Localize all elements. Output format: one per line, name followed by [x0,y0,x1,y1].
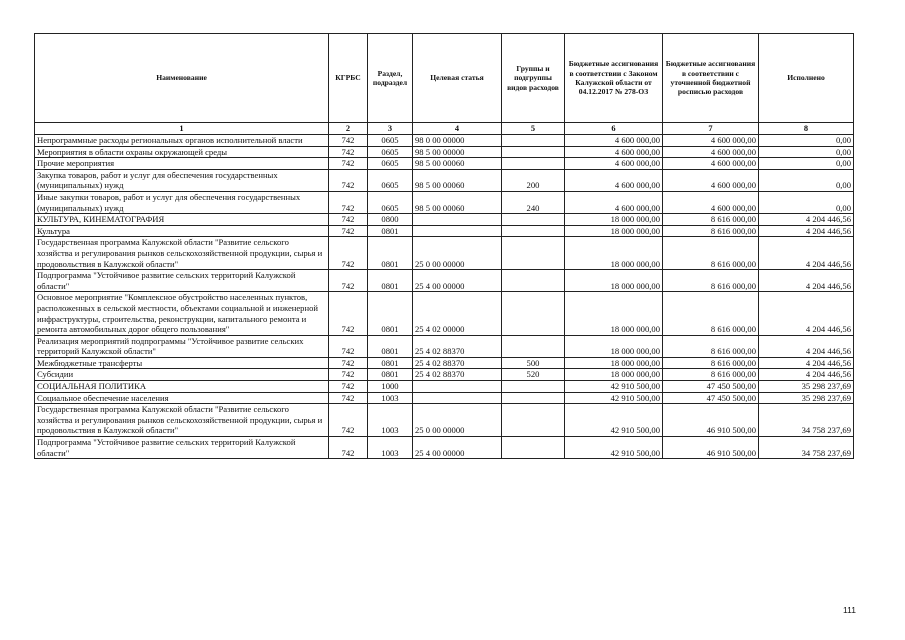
row-executed: 34 758 237,69 [759,437,854,459]
row-razdel: 0801 [368,237,413,270]
row-kgrbs: 742 [329,292,368,335]
row-razdel: 0605 [368,169,413,191]
row-refined-allocation: 4 600 000,00 [663,135,759,147]
row-law-allocation: 4 600 000,00 [565,135,663,147]
row-refined-allocation: 8 616 000,00 [663,292,759,335]
row-target-article: 25 4 00 00000 [413,437,502,459]
column-number: 2 [329,123,368,135]
row-razdel: 1003 [368,404,413,437]
row-refined-allocation: 46 910 500,00 [663,437,759,459]
row-law-allocation: 18 000 000,00 [565,292,663,335]
row-target-article: 98 0 00 00000 [413,135,502,147]
row-law-allocation: 18 000 000,00 [565,225,663,237]
row-kgrbs: 742 [329,225,368,237]
row-kgrbs: 742 [329,437,368,459]
row-executed: 4 204 446,56 [759,214,854,226]
row-law-allocation: 18 000 000,00 [565,270,663,292]
table-row [35,146,854,158]
row-name: Реализация мероприятий подпрограммы "Устойчивое развитие сельских территорий Калужской области" [35,335,329,357]
row-refined-allocation: 4 600 000,00 [663,146,759,158]
row-expense-group [502,404,565,437]
row-razdel: 0801 [368,292,413,335]
row-executed: 4 204 446,56 [759,225,854,237]
column-number: 1 [35,123,329,135]
row-target-article: 25 0 00 00000 [413,237,502,270]
row-expense-group [502,270,565,292]
row-expense-group [502,158,565,170]
table-row [35,270,854,292]
row-target-article: 98 5 00 00060 [413,158,502,170]
row-expense-group [502,225,565,237]
table-row [35,369,854,381]
column-number: 5 [502,123,565,135]
row-law-allocation: 4 600 000,00 [565,146,663,158]
row-kgrbs: 742 [329,135,368,147]
table-row [35,169,854,191]
header-refined-allocations: Бюджетные ассигнования в соответствии с уточненной бюджетной росписью расходов [663,34,759,123]
table-row [35,191,854,213]
column-number: 6 [565,123,663,135]
row-refined-allocation: 8 616 000,00 [663,369,759,381]
row-expense-group: 200 [502,169,565,191]
row-razdel: 1000 [368,381,413,393]
row-name: Прочие мероприятия [35,158,329,170]
row-target-article: 25 4 02 88370 [413,357,502,369]
page-number: 111 [843,605,856,615]
row-expense-group: 520 [502,369,565,381]
row-law-allocation: 18 000 000,00 [565,369,663,381]
row-target-article: 25 4 02 88370 [413,369,502,381]
row-law-allocation: 18 000 000,00 [565,335,663,357]
row-law-allocation: 4 600 000,00 [565,169,663,191]
row-law-allocation: 42 910 500,00 [565,392,663,404]
table-row [35,214,854,226]
row-razdel: 1003 [368,392,413,404]
row-refined-allocation: 8 616 000,00 [663,357,759,369]
row-refined-allocation: 8 616 000,00 [663,270,759,292]
row-kgrbs: 742 [329,214,368,226]
row-expense-group [502,292,565,335]
row-expense-group [502,214,565,226]
row-executed: 34 758 237,69 [759,404,854,437]
row-name: Межбюджетные трансферты [35,357,329,369]
row-razdel: 0801 [368,335,413,357]
row-executed: 4 204 446,56 [759,237,854,270]
row-executed: 0,00 [759,146,854,158]
row-name: Непрограммные расходы региональных органов исполнительной власти [35,135,329,147]
row-executed: 4 204 446,56 [759,292,854,335]
row-kgrbs: 742 [329,381,368,393]
row-law-allocation: 42 910 500,00 [565,404,663,437]
row-kgrbs: 742 [329,357,368,369]
row-target-article: 98 5 00 00000 [413,146,502,158]
header-executed: Исполнено [759,34,854,123]
row-target-article [413,214,502,226]
row-razdel: 0605 [368,158,413,170]
header-target-article: Целевая статья [413,34,502,123]
row-expense-group: 500 [502,357,565,369]
row-razdel: 0605 [368,135,413,147]
header-law-allocations: Бюджетные ассигнования в соответствии с Законом Калужской области от 04.12.2017 № 278-ОЗ [565,34,663,123]
row-expense-group [502,381,565,393]
row-name: Подпрограмма "Устойчивое развитие сельских территорий Калужской области" [35,437,329,459]
row-expense-group [502,335,565,357]
table-row [35,225,854,237]
row-executed: 4 204 446,56 [759,357,854,369]
row-expense-group [502,392,565,404]
row-refined-allocation: 4 600 000,00 [663,169,759,191]
row-razdel: 0801 [368,225,413,237]
row-name: СОЦИАЛЬНАЯ ПОЛИТИКА [35,381,329,393]
row-executed: 4 204 446,56 [759,369,854,381]
row-executed: 4 204 446,56 [759,335,854,357]
header-row [35,34,854,123]
row-razdel: 0605 [368,146,413,158]
row-refined-allocation: 46 910 500,00 [663,404,759,437]
row-target-article: 25 4 02 00000 [413,292,502,335]
row-target-article [413,225,502,237]
column-number: 4 [413,123,502,135]
row-kgrbs: 742 [329,270,368,292]
table-row [35,404,854,437]
row-kgrbs: 742 [329,158,368,170]
table-body [35,135,854,459]
table-row [35,437,854,459]
row-law-allocation: 42 910 500,00 [565,437,663,459]
header-kgrbs: КГРБС [329,34,368,123]
row-razdel: 0801 [368,270,413,292]
row-executed: 35 298 237,69 [759,381,854,393]
row-razdel: 0605 [368,191,413,213]
row-executed: 0,00 [759,169,854,191]
header-name: Наименование [35,34,329,123]
row-executed: 0,00 [759,135,854,147]
column-number-row [35,123,854,135]
row-kgrbs: 742 [329,191,368,213]
row-name: Основное мероприятие "Комплексное обустройство населенных пунктов, расположенных в сельской местности, объектами социальной и инженерной инфраструктуры, строительства, реконструкции, капитального ремонта и ремонта автомобильных дорог общего пользования" [35,292,329,335]
row-kgrbs: 742 [329,369,368,381]
row-razdel: 0800 [368,214,413,226]
row-name: Социальное обеспечение населения [35,392,329,404]
row-kgrbs: 742 [329,335,368,357]
header-expense-group: Группы и подгруппы видов расходов [502,34,565,123]
row-target-article: 25 4 00 00000 [413,270,502,292]
row-refined-allocation: 47 450 500,00 [663,381,759,393]
row-target-article [413,392,502,404]
row-kgrbs: 742 [329,237,368,270]
table-row [35,158,854,170]
row-executed: 35 298 237,69 [759,392,854,404]
row-expense-group: 240 [502,191,565,213]
row-refined-allocation: 8 616 000,00 [663,335,759,357]
row-kgrbs: 742 [329,392,368,404]
row-law-allocation: 18 000 000,00 [565,214,663,226]
row-name: КУЛЬТУРА, КИНЕМАТОГРАФИЯ [35,214,329,226]
row-target-article [413,381,502,393]
row-refined-allocation: 8 616 000,00 [663,214,759,226]
table-row [35,135,854,147]
table-row [35,357,854,369]
row-target-article: 98 5 00 00060 [413,191,502,213]
row-refined-allocation: 8 616 000,00 [663,225,759,237]
row-law-allocation: 18 000 000,00 [565,237,663,270]
budget-table [34,33,854,459]
row-razdel: 0801 [368,357,413,369]
row-kgrbs: 742 [329,404,368,437]
row-name: Субсидии [35,369,329,381]
row-executed: 0,00 [759,158,854,170]
row-name: Иные закупки товаров, работ и услуг для обеспечения государственных (муниципальных) нужд [35,191,329,213]
header-razdel: Раздел, подраздел [368,34,413,123]
row-expense-group [502,146,565,158]
row-name: Мероприятия в области охраны окружающей среды [35,146,329,158]
row-name: Закупка товаров, работ и услуг для обеспечения государственных (муниципальных) нужд [35,169,329,191]
row-law-allocation: 4 600 000,00 [565,191,663,213]
row-target-article: 25 4 02 88370 [413,335,502,357]
row-law-allocation: 4 600 000,00 [565,158,663,170]
row-kgrbs: 742 [329,146,368,158]
table-row [35,392,854,404]
row-executed: 0,00 [759,191,854,213]
row-target-article: 98 5 00 00060 [413,169,502,191]
column-number: 3 [368,123,413,135]
row-refined-allocation: 47 450 500,00 [663,392,759,404]
row-expense-group [502,135,565,147]
row-target-article: 25 0 00 00000 [413,404,502,437]
row-kgrbs: 742 [329,169,368,191]
row-razdel: 1003 [368,437,413,459]
row-executed: 4 204 446,56 [759,270,854,292]
table-row [35,292,854,335]
column-number: 8 [759,123,854,135]
row-expense-group [502,237,565,270]
table-row [35,237,854,270]
row-refined-allocation: 4 600 000,00 [663,158,759,170]
row-name: Государственная программа Калужской области "Развитие сельского хозяйства и регулирования рынков сельскохозяйственной продукции, сырья и продовольствия в Калужской области" [35,237,329,270]
row-name: Подпрограмма "Устойчивое развитие сельских территорий Калужской области" [35,270,329,292]
row-refined-allocation: 8 616 000,00 [663,237,759,270]
row-razdel: 0801 [368,369,413,381]
table-row [35,381,854,393]
row-law-allocation: 18 000 000,00 [565,357,663,369]
row-expense-group [502,437,565,459]
table-row [35,335,854,357]
row-law-allocation: 42 910 500,00 [565,381,663,393]
row-name: Государственная программа Калужской области "Развитие сельского хозяйства и регулирования рынков сельскохозяйственной продукции, сырья и продовольствия в Калужской области" [35,404,329,437]
row-refined-allocation: 4 600 000,00 [663,191,759,213]
column-number: 7 [663,123,759,135]
row-name: Культура [35,225,329,237]
